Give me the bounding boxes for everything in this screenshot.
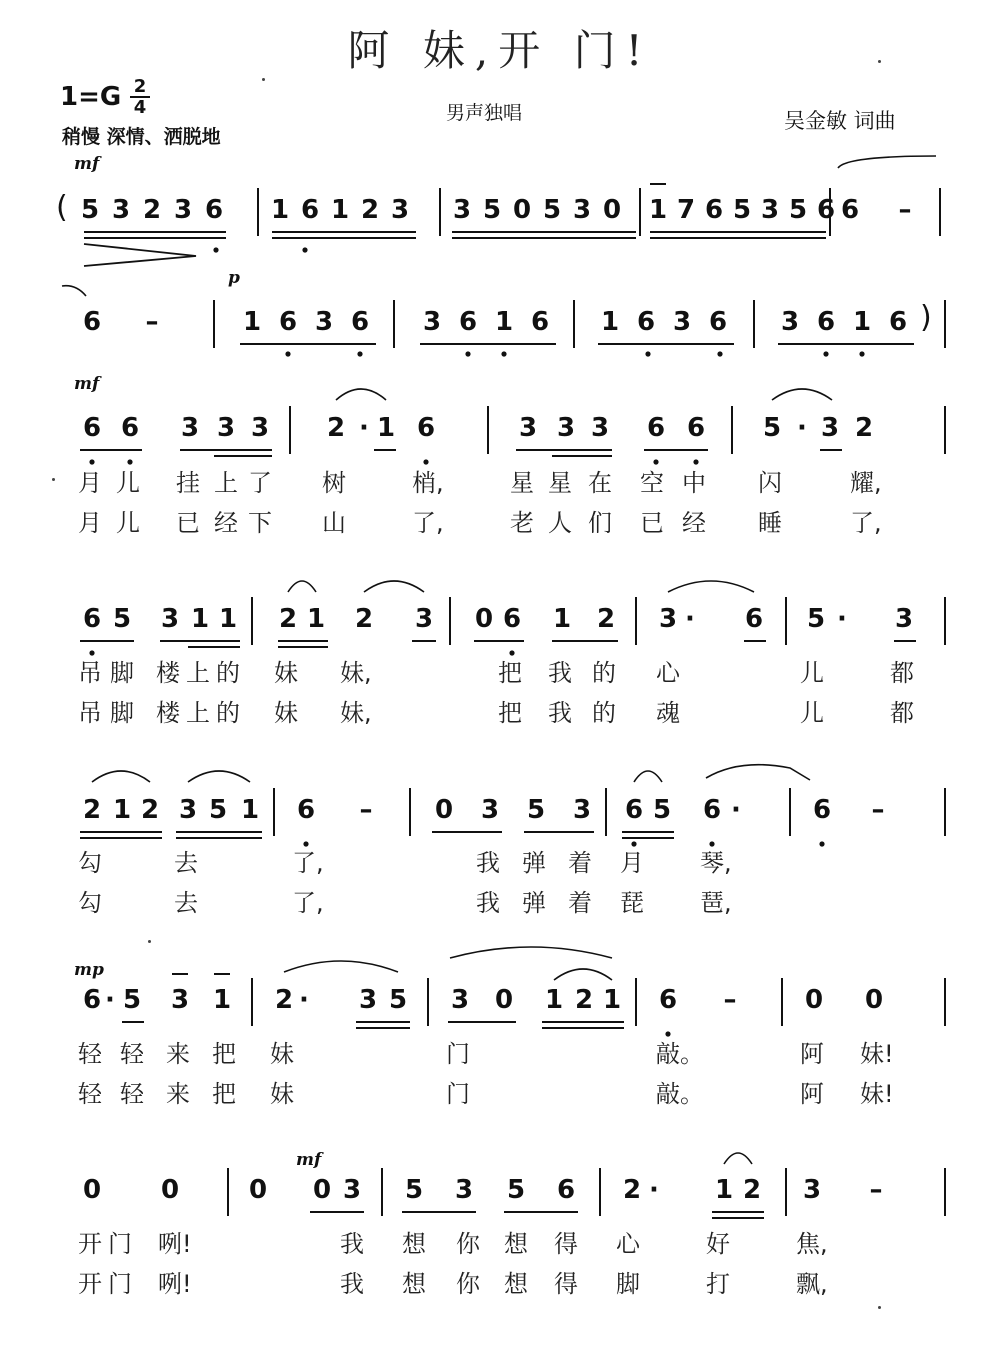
time-signature-top: 2 — [133, 76, 147, 97]
slur-arc — [188, 771, 250, 782]
note-0: 0 — [602, 195, 622, 225]
lyric-char: 你 — [456, 1230, 480, 1258]
lyric-char: 我 — [548, 659, 572, 687]
note-3: 3 — [452, 195, 472, 225]
note-1: 1 — [240, 795, 260, 825]
note-2: 2 — [142, 195, 162, 225]
note-5: 5 — [388, 985, 408, 1015]
scan-speck — [262, 78, 265, 81]
lyric-char: 我 — [340, 1230, 364, 1258]
note-5: 5 — [762, 413, 782, 443]
scan-speck — [878, 1306, 881, 1309]
note-1: 1 — [330, 195, 350, 225]
octave-dot — [302, 247, 307, 252]
key-signature: 1=G — [60, 82, 122, 112]
intro-open-paren: ( — [56, 190, 68, 225]
note-–: – — [898, 195, 912, 225]
lyric-char: 想 — [402, 1270, 426, 1298]
note-6: 6 — [82, 413, 102, 443]
lyric-char: 门 — [446, 1080, 470, 1108]
lyric-char: 开 — [78, 1230, 102, 1258]
lyric-char: 妹! — [860, 1040, 894, 1068]
lyric-char: 梢, — [412, 469, 444, 497]
note-0: 0 — [494, 985, 514, 1015]
lyric-char: 挂 — [176, 469, 200, 497]
note-3: 3 — [572, 795, 592, 825]
note-5: 5 — [806, 604, 826, 634]
note-3: 3 — [450, 985, 470, 1015]
lyric-char: 门 — [108, 1270, 132, 1298]
note-·: · — [359, 413, 369, 443]
note-3: 3 — [250, 413, 270, 443]
note-6: 6 — [204, 195, 224, 225]
dynamic-mp: mp — [74, 960, 104, 980]
note-3: 3 — [358, 985, 378, 1015]
lyric-char: 了, — [292, 889, 324, 917]
note-·: · — [797, 413, 807, 443]
note-3: 3 — [111, 195, 131, 225]
note-2: 2 — [854, 413, 874, 443]
lyric-char: 魂 — [656, 699, 680, 727]
note-6: 6 — [658, 985, 678, 1015]
note-·: · — [649, 1175, 659, 1205]
lyric-char: 想 — [504, 1270, 528, 1298]
lyric-char: 敲。 — [656, 1040, 704, 1068]
note-6: 6 — [82, 985, 102, 1015]
note-3: 3 — [780, 307, 800, 337]
lyric-char: 轻 — [78, 1080, 102, 1108]
note-5: 5 — [482, 195, 502, 225]
lyric-char: 月 — [620, 849, 644, 877]
note-6: 6 — [556, 1175, 576, 1205]
note-0: 0 — [864, 985, 884, 1015]
lyric-char: 了, — [292, 849, 324, 877]
lyric-char: 的 — [216, 659, 240, 687]
note-3: 3 — [173, 195, 193, 225]
note-0: 0 — [312, 1175, 332, 1205]
note-6: 6 — [636, 307, 656, 337]
lyric-char: 星 — [548, 469, 572, 497]
lyric-char: 耀, — [850, 469, 882, 497]
lyric-char: 月 — [78, 469, 102, 497]
slur-arc — [284, 961, 398, 972]
lyric-char: 山 — [322, 509, 346, 537]
note-0: 0 — [160, 1175, 180, 1205]
decrescendo-hairpin — [84, 244, 196, 266]
slur-arc — [724, 1153, 752, 1164]
note-1: 1 — [306, 604, 326, 634]
note-1: 1 — [544, 985, 564, 1015]
note-6: 6 — [816, 307, 836, 337]
note-3: 3 — [894, 604, 914, 634]
note-2: 2 — [82, 795, 102, 825]
lyric-char: 妹 — [274, 699, 298, 727]
scan-speck — [52, 478, 55, 481]
lyric-char: 轻 — [78, 1040, 102, 1068]
note-6: 6 — [458, 307, 478, 337]
scan-speck — [148, 940, 151, 943]
note-–: – — [723, 985, 737, 1015]
note-6: 6 — [624, 795, 644, 825]
slur-arc — [772, 389, 832, 400]
note-5: 5 — [112, 604, 132, 634]
lyric-char: 打 — [706, 1270, 730, 1298]
octave-dot — [823, 351, 828, 356]
intro-close-paren: ) — [920, 300, 932, 335]
note-1: 1 — [552, 604, 572, 634]
lyric-char: 睡 — [758, 509, 782, 537]
octave-dot — [357, 351, 362, 356]
note-2: 2 — [278, 604, 298, 634]
lyric-char: 们 — [588, 509, 612, 537]
lyric-char: 脚 — [616, 1270, 640, 1298]
lyric-char: 勾 — [78, 889, 102, 917]
note-3: 3 — [342, 1175, 362, 1205]
note-–: – — [871, 795, 885, 825]
lyric-char: 下 — [248, 509, 272, 537]
note-1: 1 — [648, 195, 668, 225]
note-2: 2 — [574, 985, 594, 1015]
note-3: 3 — [390, 195, 410, 225]
lyric-char: 你 — [456, 1270, 480, 1298]
lyric-char: 上 — [186, 659, 210, 687]
note-3: 3 — [180, 413, 200, 443]
lyric-char: 焦, — [796, 1230, 828, 1258]
lyric-char: 琶, — [700, 889, 732, 917]
note-2: 2 — [274, 985, 294, 1015]
lyric-char: 把 — [498, 659, 522, 687]
lyric-char: 已 — [176, 509, 200, 537]
note-2: 2 — [742, 1175, 762, 1205]
lyric-char: 着 — [568, 889, 592, 917]
lyric-char: 了, — [850, 509, 882, 537]
note-3: 3 — [160, 604, 180, 634]
lyric-char: 把 — [212, 1040, 236, 1068]
lyric-char: 老 — [510, 509, 534, 537]
lyric-char: 的 — [592, 659, 616, 687]
scan-speck — [878, 60, 881, 63]
lyric-char: 得 — [554, 1270, 578, 1298]
note-3: 3 — [314, 307, 334, 337]
note-·: · — [731, 795, 741, 825]
note-0: 0 — [82, 1175, 102, 1205]
lyric-char: 我 — [548, 699, 572, 727]
tempo-marking: 稍慢 深情、洒脱地 — [62, 126, 221, 148]
lyric-char: 好 — [706, 1230, 730, 1258]
lyric-char: 上 — [214, 469, 238, 497]
lyric-char: 我 — [476, 889, 500, 917]
slur-arc — [336, 389, 386, 400]
slur-arc — [668, 581, 754, 592]
note-7: 7 — [676, 195, 696, 225]
note-–: – — [145, 307, 159, 337]
lyric-char: 得 — [554, 1230, 578, 1258]
lyric-char: 楼 — [156, 699, 180, 727]
slur-arc — [450, 947, 612, 958]
note-6: 6 — [702, 795, 722, 825]
note-5: 5 — [732, 195, 752, 225]
note-2: 2 — [622, 1175, 642, 1205]
slur-arc — [92, 771, 150, 782]
lyric-char: 心 — [616, 1230, 640, 1258]
lyric-char: 去 — [174, 849, 198, 877]
note-5: 5 — [542, 195, 562, 225]
note-0: 0 — [474, 604, 494, 634]
slur-arc — [364, 581, 424, 592]
note-2: 2 — [360, 195, 380, 225]
note-5: 5 — [788, 195, 808, 225]
dynamic-mf-refrain: mf — [296, 1150, 322, 1170]
lyric-char: 咧! — [158, 1230, 192, 1258]
performance-type: 男声独唱 — [446, 102, 523, 124]
slur-arc — [634, 771, 662, 782]
lyric-char: 的 — [592, 699, 616, 727]
note-3: 3 — [170, 985, 190, 1015]
note-1: 1 — [602, 985, 622, 1015]
note-1: 1 — [852, 307, 872, 337]
note-6: 6 — [502, 604, 522, 634]
note-5: 5 — [208, 795, 228, 825]
note-–: – — [359, 795, 373, 825]
lyric-char: 我 — [476, 849, 500, 877]
lyric-char: 门 — [108, 1230, 132, 1258]
lyric-char: 把 — [498, 699, 522, 727]
note-·: · — [685, 604, 695, 634]
lyric-char: 了, — [412, 509, 444, 537]
note-3: 3 — [422, 307, 442, 337]
lyric-char: 阿 — [800, 1080, 824, 1108]
lyric-char: 吊 — [78, 659, 102, 687]
lyric-char: 琵 — [620, 889, 644, 917]
note-5: 5 — [652, 795, 672, 825]
lyric-char: 门 — [446, 1040, 470, 1068]
lyric-char: 去 — [174, 889, 198, 917]
lyric-char: 都 — [890, 659, 914, 687]
note-·: · — [837, 604, 847, 634]
tie-arc — [838, 156, 936, 168]
note-0: 0 — [248, 1175, 268, 1205]
dynamic-p: p — [228, 268, 240, 288]
note-3: 3 — [658, 604, 678, 634]
lyric-char: 敲。 — [656, 1080, 704, 1108]
note-6: 6 — [744, 604, 764, 634]
lyric-char: 阿 — [800, 1040, 824, 1068]
note-3: 3 — [802, 1175, 822, 1205]
note-3: 3 — [454, 1175, 474, 1205]
note-3: 3 — [556, 413, 576, 443]
note-0: 0 — [512, 195, 532, 225]
lyric-char: 脚 — [110, 659, 134, 687]
slur-arc — [288, 581, 316, 592]
note-3: 3 — [414, 604, 434, 634]
lyric-char: 轻 — [120, 1040, 144, 1068]
lyric-char: 飘, — [796, 1270, 828, 1298]
lyric-char: 妹! — [860, 1080, 894, 1108]
lyric-char: 经 — [682, 509, 706, 537]
note-5: 5 — [404, 1175, 424, 1205]
lyric-char: 妹, — [340, 659, 372, 687]
lyric-char: 了 — [248, 469, 272, 497]
note-6: 6 — [686, 413, 706, 443]
note-–: – — [869, 1175, 883, 1205]
octave-dot — [717, 351, 722, 356]
note-3: 3 — [480, 795, 500, 825]
lyric-char: 来 — [166, 1040, 190, 1068]
lyric-char: 人 — [548, 509, 572, 537]
time-signature-bottom: 4 — [133, 97, 147, 118]
lyric-char: 着 — [568, 849, 592, 877]
note-3: 3 — [178, 795, 198, 825]
note-2: 2 — [326, 413, 346, 443]
lyric-char: 妹 — [274, 659, 298, 687]
lyric-char: 空 — [640, 469, 664, 497]
lyric-char: 已 — [640, 509, 664, 537]
lyric-char: 月 — [78, 509, 102, 537]
lyric-char: 妹 — [270, 1040, 294, 1068]
lyric-char: 儿 — [116, 469, 140, 497]
lyric-char: 经 — [214, 509, 238, 537]
dynamic-mf-verse: mf — [74, 374, 100, 394]
lyric-char: 我 — [340, 1270, 364, 1298]
note-6: 6 — [296, 795, 316, 825]
note-6: 6 — [708, 307, 728, 337]
octave-dot — [645, 351, 650, 356]
note-6: 6 — [840, 195, 860, 225]
lyric-char: 轻 — [120, 1080, 144, 1108]
note-2: 2 — [596, 604, 616, 634]
note-6: 6 — [350, 307, 370, 337]
lyric-char: 想 — [402, 1230, 426, 1258]
lyric-char: 星 — [510, 469, 534, 497]
octave-dot — [819, 841, 824, 846]
lyric-char: 心 — [656, 659, 680, 687]
lyric-char: 来 — [166, 1080, 190, 1108]
note-5: 5 — [122, 985, 142, 1015]
note-·: · — [299, 985, 309, 1015]
note-1: 1 — [494, 307, 514, 337]
note-2: 2 — [354, 604, 374, 634]
lyric-char: 弹 — [522, 889, 546, 917]
lyric-char: 儿 — [116, 509, 140, 537]
dynamic-mf-intro: mf — [74, 154, 100, 174]
note-5: 5 — [526, 795, 546, 825]
note-6: 6 — [82, 604, 102, 634]
note-3: 3 — [590, 413, 610, 443]
note-6: 6 — [888, 307, 908, 337]
note-6: 6 — [300, 195, 320, 225]
lyric-char: 闪 — [758, 469, 782, 497]
note-3: 3 — [518, 413, 538, 443]
note-1: 1 — [218, 604, 238, 634]
note-5: 5 — [80, 195, 100, 225]
song-title: 阿 妹,开 门! — [347, 26, 653, 75]
octave-dot — [285, 351, 290, 356]
lyric-char: 在 — [588, 469, 612, 497]
note-3: 3 — [820, 413, 840, 443]
tie-arc — [62, 286, 86, 296]
lyric-char: 儿 — [800, 699, 824, 727]
note-3: 3 — [216, 413, 236, 443]
lyric-char: 开 — [78, 1270, 102, 1298]
tie-arc — [706, 765, 810, 780]
note-0: 0 — [804, 985, 824, 1015]
lyric-char: 上 — [186, 699, 210, 727]
lyric-char: 楼 — [156, 659, 180, 687]
note-1: 1 — [600, 307, 620, 337]
lyric-char: 树 — [322, 469, 346, 497]
note-6: 6 — [416, 413, 436, 443]
octave-dot — [859, 351, 864, 356]
note-·: · — [105, 985, 115, 1015]
lyric-char: 想 — [504, 1230, 528, 1258]
note-1: 1 — [212, 985, 232, 1015]
octave-dot — [501, 351, 506, 356]
lyric-char: 妹 — [270, 1080, 294, 1108]
note-6: 6 — [120, 413, 140, 443]
lyric-char: 都 — [890, 699, 914, 727]
note-6: 6 — [704, 195, 724, 225]
note-2: 2 — [140, 795, 160, 825]
note-6: 6 — [812, 795, 832, 825]
note-3: 3 — [572, 195, 592, 225]
note-5: 5 — [506, 1175, 526, 1205]
lyric-char: 吊 — [78, 699, 102, 727]
note-6: 6 — [278, 307, 298, 337]
lyric-char: 把 — [212, 1080, 236, 1108]
note-1: 1 — [376, 413, 396, 443]
note-3: 3 — [760, 195, 780, 225]
lyric-char: 中 — [682, 469, 706, 497]
note-6: 6 — [530, 307, 550, 337]
lyric-char: 琴, — [700, 849, 732, 877]
note-1: 1 — [190, 604, 210, 634]
note-3: 3 — [672, 307, 692, 337]
note-1: 1 — [242, 307, 262, 337]
slur-arc — [554, 969, 612, 980]
lyric-char: 咧! — [158, 1270, 192, 1298]
lyric-char: 妹, — [340, 699, 372, 727]
note-1: 1 — [714, 1175, 734, 1205]
octave-dot — [213, 247, 218, 252]
lyric-char: 的 — [216, 699, 240, 727]
lyric-char: 弹 — [522, 849, 546, 877]
note-6: 6 — [646, 413, 666, 443]
composer-credit: 吴金敏 词曲 — [784, 109, 896, 133]
lyric-char: 儿 — [800, 659, 824, 687]
note-0: 0 — [434, 795, 454, 825]
note-6: 6 — [816, 195, 836, 225]
note-6: 6 — [82, 307, 102, 337]
lyric-char: 勾 — [78, 849, 102, 877]
note-1: 1 — [270, 195, 290, 225]
octave-dot — [465, 351, 470, 356]
note-1: 1 — [112, 795, 132, 825]
lyric-char: 脚 — [110, 699, 134, 727]
